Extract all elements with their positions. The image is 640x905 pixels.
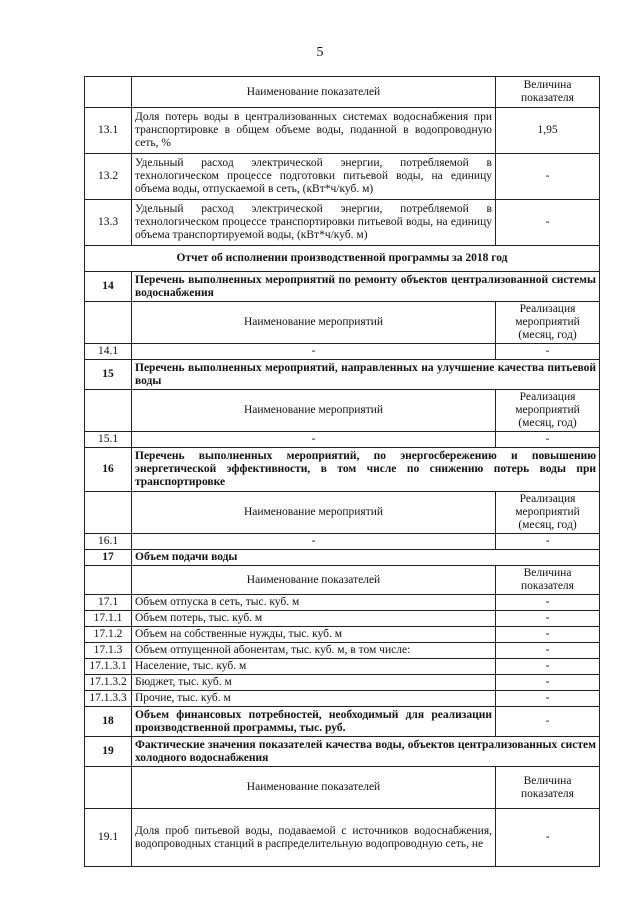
column-header-name: Наименование показателей	[132, 566, 496, 595]
row-number: 17.1	[85, 595, 132, 611]
section-row	[85, 550, 600, 566]
section-title: Перечень выполненных мероприятий по ремонту объектов централизованной системы водоснабжения	[132, 272, 600, 302]
row-value: -	[496, 432, 600, 448]
row-name: Бюджет, тыс. куб. м	[132, 675, 496, 691]
row-name: -	[132, 432, 496, 448]
row-name: Доля потерь воды в централизованных системах водоснабжения при транспортировке в общем объеме воды, поданной в водопроводную сеть, %	[132, 108, 496, 154]
report-table	[84, 76, 600, 867]
table-row	[85, 659, 600, 675]
column-header-name: Наименование мероприятий	[132, 390, 496, 432]
column-header-value: Реализация мероприятий (месяц, год)	[496, 390, 600, 432]
section-title: Фактические значения показателей качества воды, объектов централизованных систем холодного водоснабжения	[132, 737, 600, 767]
row-number: 17.1.3.1	[85, 659, 132, 675]
column-header-name: Наименование мероприятий	[132, 492, 496, 534]
row-name: Объем отпущенной абонентам, тыс. куб. м, в том числе:	[132, 643, 496, 659]
section-header-row	[85, 390, 600, 432]
column-header-value: Величина показателя	[496, 566, 600, 595]
empty-cell	[85, 302, 132, 344]
section-header-row	[85, 767, 600, 809]
empty-cell	[85, 566, 132, 595]
row-number: 17.1.3.2	[85, 675, 132, 691]
table-row	[85, 691, 600, 707]
section-number: 18	[85, 707, 132, 737]
empty-cell	[85, 767, 132, 809]
empty-cell	[85, 492, 132, 534]
table-row	[85, 200, 600, 246]
section-row	[85, 272, 600, 302]
row-number: 17.1.3	[85, 643, 132, 659]
row-number: 13.3	[85, 200, 132, 246]
column-header-value: Реализация мероприятий (месяц, год)	[496, 492, 600, 534]
section-title: Перечень выполненных мероприятий, по энергосбережению и повышению энергетической эффективности, в том числе по снижению потерь воды при транспортировке	[132, 448, 600, 492]
column-header-value: Величина показателя	[496, 767, 600, 809]
row-name: Объем отпуска в сеть, тыс. куб. м	[132, 595, 496, 611]
row-value: -	[496, 627, 600, 643]
row-value: -	[496, 344, 600, 360]
row-number: 14.1	[85, 344, 132, 360]
table-row	[85, 595, 600, 611]
table-row	[85, 108, 600, 154]
table-row	[85, 432, 600, 448]
row-value: -	[496, 707, 600, 737]
section-number: 17	[85, 550, 132, 566]
section-number: 15	[85, 360, 132, 390]
row-name: Прочие, тыс. куб. м	[132, 691, 496, 707]
row-name: Удельный расход электрической энергии, потребляемой в технологическом процессе подготовки питьевой воды, на единицу объема воды, отпускаемой в сеть, (кВт*ч/куб. м)	[132, 154, 496, 200]
row-value: -	[496, 611, 600, 627]
row-name: -	[132, 344, 496, 360]
row-number: 13.1	[85, 108, 132, 154]
empty-cell	[85, 77, 132, 108]
row-name: Доля проб питьевой воды, подаваемой с источников водоснабжения, водопроводных станций в распределительную водопроводную сеть, не	[132, 809, 496, 867]
section-row	[85, 737, 600, 767]
row-value: -	[496, 659, 600, 675]
row-value: -	[496, 595, 600, 611]
report-title: Отчет об исполнении производственной программы за 2018 год	[85, 246, 600, 272]
table-row	[85, 675, 600, 691]
row-value: -	[496, 809, 600, 867]
report-title-row	[85, 246, 600, 272]
row-number: 17.1.3.3	[85, 691, 132, 707]
empty-cell	[85, 390, 132, 432]
table-row	[85, 809, 600, 867]
row-name: -	[132, 534, 496, 550]
section-number: 19	[85, 737, 132, 767]
row-number: 17.1.2	[85, 627, 132, 643]
row-number: 15.1	[85, 432, 132, 448]
section-title: Объем финансовых потребностей, необходимый для реализации производственной программы, тыс. руб.	[132, 707, 496, 737]
column-header-value: Реализация мероприятий (месяц, год)	[496, 302, 600, 344]
page-number: 5	[316, 45, 324, 60]
row-number: 19.1	[85, 809, 132, 867]
table-row	[85, 627, 600, 643]
table-row	[85, 611, 600, 627]
row-value: -	[496, 534, 600, 550]
row-value: -	[496, 643, 600, 659]
table-header-row	[85, 77, 600, 108]
row-name: Объем потерь, тыс. куб. м	[132, 611, 496, 627]
section-row	[85, 707, 600, 737]
section-header-row	[85, 566, 600, 595]
row-value: -	[496, 154, 600, 200]
section-title: Перечень выполненных мероприятий, направленных на улучшение качества питьевой воды	[132, 360, 600, 390]
row-value: 1,95	[496, 108, 600, 154]
row-name: Удельный расход электрической энергии, потребляемой в технологическом процессе транспортировки питьевой воды, на единицу объема транспортируемой воды, (кВт*ч/куб. м)	[132, 200, 496, 246]
table-row	[85, 643, 600, 659]
column-header-name: Наименование мероприятий	[132, 302, 496, 344]
column-header-value: Величина показателя	[496, 77, 600, 108]
section-header-row	[85, 492, 600, 534]
table-row	[85, 154, 600, 200]
table-row	[85, 344, 600, 360]
section-row	[85, 448, 600, 492]
row-value: -	[496, 200, 600, 246]
section-row	[85, 360, 600, 390]
row-number: 13.2	[85, 154, 132, 200]
section-header-row	[85, 302, 600, 344]
section-number: 14	[85, 272, 132, 302]
section-title: Объем подачи воды	[132, 550, 600, 566]
section-number: 16	[85, 448, 132, 492]
row-value: -	[496, 675, 600, 691]
row-name: Население, тыс. куб. м	[132, 659, 496, 675]
table-row	[85, 534, 600, 550]
column-header-name: Наименование показателей	[132, 77, 496, 108]
row-number: 17.1.1	[85, 611, 132, 627]
column-header-name: Наименование показателей	[132, 767, 496, 809]
row-name: Объем на собственные нужды, тыс. куб. м	[132, 627, 496, 643]
row-value: -	[496, 691, 600, 707]
row-number: 16.1	[85, 534, 132, 550]
